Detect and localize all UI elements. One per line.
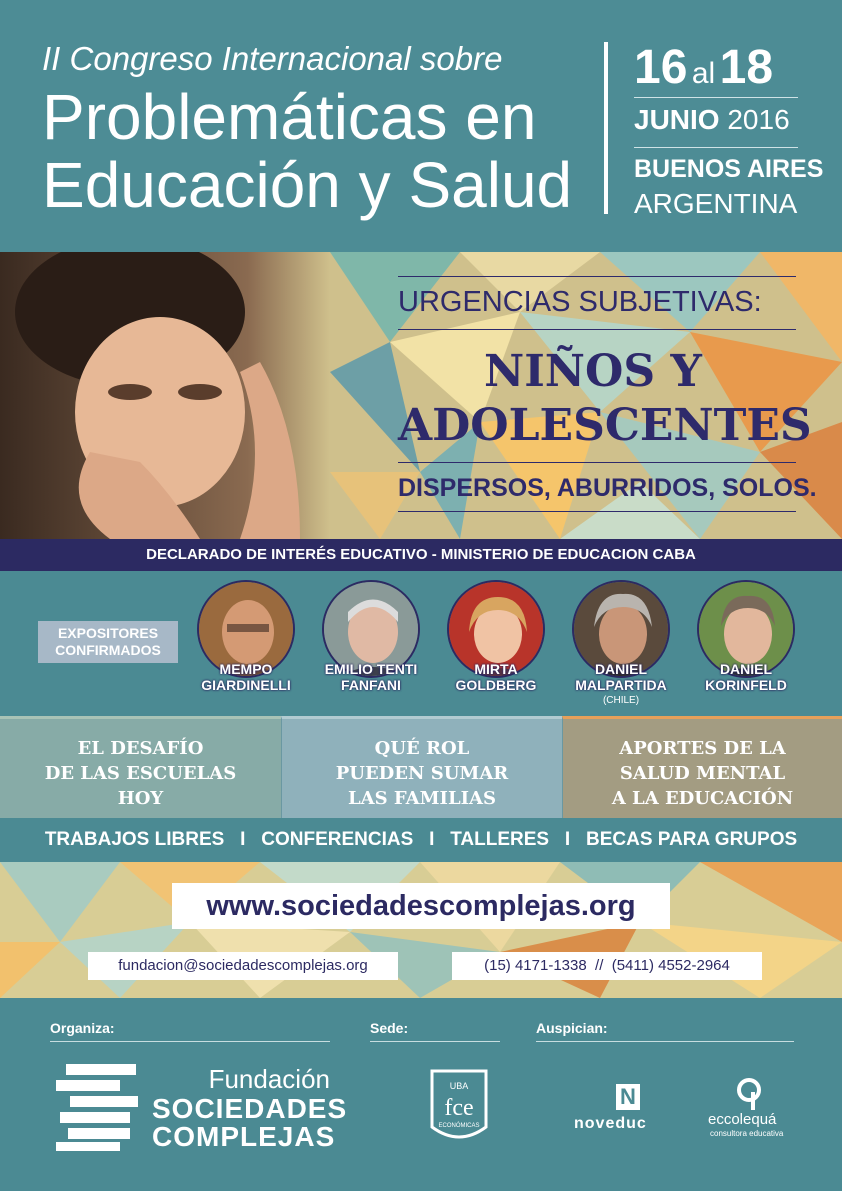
topic-line: QUÉ ROL [374,738,470,759]
congress-title-line1: Problemáticas en [42,81,537,153]
speaker-name-line2: GOLDBERG [455,677,537,693]
fundacion-word: Fundación [208,1064,330,1094]
email-link[interactable]: fundacion@sociedadescomplejas.org [88,952,398,980]
event-country: ARGENTINA [634,188,798,219]
event-year: 2016 [727,104,790,135]
sponsors-label: Auspician: [536,1020,608,1036]
hero-rule-top [398,276,796,277]
fundacion-logo-text [152,1064,347,1153]
topic-block-schools [0,716,281,818]
declared-interest-banner: DECLARADO DE INTERÉS EDUCATIVO - MINISTERIO DE EDUCACION CABA [0,539,842,571]
topic-line: LAS FAMILIAS [348,788,496,809]
speaker-name [671,661,821,693]
fce-text: fce [444,1095,474,1121]
month-rule [634,147,798,148]
organizer-rule [50,1041,330,1042]
topic-line: EL DESAFÍO [77,738,204,759]
congress-subtitle: II Congreso Internacional sobre [42,40,503,77]
child-photo [0,252,330,539]
speaker-name-line2: KORINFELD [705,677,787,693]
topic-line: PUEDEN SUMAR [335,763,509,784]
activities-text: TRABAJOS LIBRES I CONFERENCIAS I TALLERES I BECAS PARA GRUPOS [44,829,798,850]
event-month: JUNIO [634,104,720,135]
noveduc-logo-mark: N [616,1084,640,1110]
speaker-name-line1: MEMPO [219,661,273,677]
speaker-name-line2: MALPARTIDA [575,677,667,693]
speaker-name-line2: FANFANI [341,677,401,693]
hero-headline-2: ADOLESCENTES [398,400,812,451]
date-rule [634,97,798,98]
sponsors-rule [536,1041,794,1042]
speaker-name-line1: EMILIO TENTI [324,661,418,677]
speaker-name-line1: DANIEL [719,661,773,677]
confirmed-speakers-line1: EXPOSITORES [57,625,159,641]
phone-numbers: (15) 4171-1338 // (5411) 4552-2964 [452,952,762,980]
noveduc-logo-text: noveduc [574,1115,647,1132]
speaker-name-line1: DANIEL [594,661,648,677]
sociedades-word: SOCIEDADES [152,1093,348,1124]
speaker-name-line1: MIRTA [474,661,518,677]
topic-line: APORTES DE LA [619,738,786,759]
event-city: BUENOS AIRES [634,155,824,183]
fundacion-logo-mark [56,1062,142,1152]
congress-title-line2: Educación y Salud [42,149,573,221]
date-end: 18 [719,41,774,94]
header-divider [604,42,608,214]
fce-sub-text: ECONÓMICAS [438,1123,480,1129]
confirmed-speakers-label [38,621,178,663]
hero-subheadline: DISPERSOS, ABURRIDOS, SOLOS. [398,474,817,502]
complejas-word: COMPLEJAS [152,1121,336,1152]
hero-rule-2 [398,329,796,330]
topic-block-mental-health [562,716,842,818]
topic-line: A LA EDUCACIÓN [611,788,794,809]
event-month-year [634,104,790,136]
topic-block-families [281,716,562,818]
organizer-label: Organiza: [50,1020,115,1036]
venue-label: Sede: [370,1020,409,1036]
topic-line: SALUD MENTAL [619,763,786,784]
fce-uba-text: UBA [449,1081,469,1091]
topics-row [0,716,842,818]
event-dates [634,40,773,95]
date-start: 16 [634,41,688,94]
website-link[interactable]: www.sociedadescomplejas.org [172,883,670,929]
hero-headline-1: NIÑOS Y [484,346,702,397]
eccolequa-logo-mark [736,1078,762,1110]
activities-bar [0,818,842,862]
venue-rule [370,1041,500,1042]
eccolequa-logo-text: eccolequá [708,1111,777,1128]
hero-rule-bottom [398,511,796,512]
speaker-country: (CHILE) [602,695,640,706]
topic-line: HOY [117,788,164,809]
fce-uba-logo [426,1067,492,1147]
eccolequa-subtitle: consultora educativa [710,1129,784,1138]
topic-line: DE LAS ESCUELAS [44,763,237,784]
confirmed-speakers-line2: CONFIRMADOS [55,642,161,658]
speaker-name-line2: GIARDINELLI [201,677,291,693]
hero-rule-3 [398,462,796,463]
date-al: al [691,57,716,90]
hero-tagline: URGENCIAS SUBJETIVAS: [398,286,762,318]
